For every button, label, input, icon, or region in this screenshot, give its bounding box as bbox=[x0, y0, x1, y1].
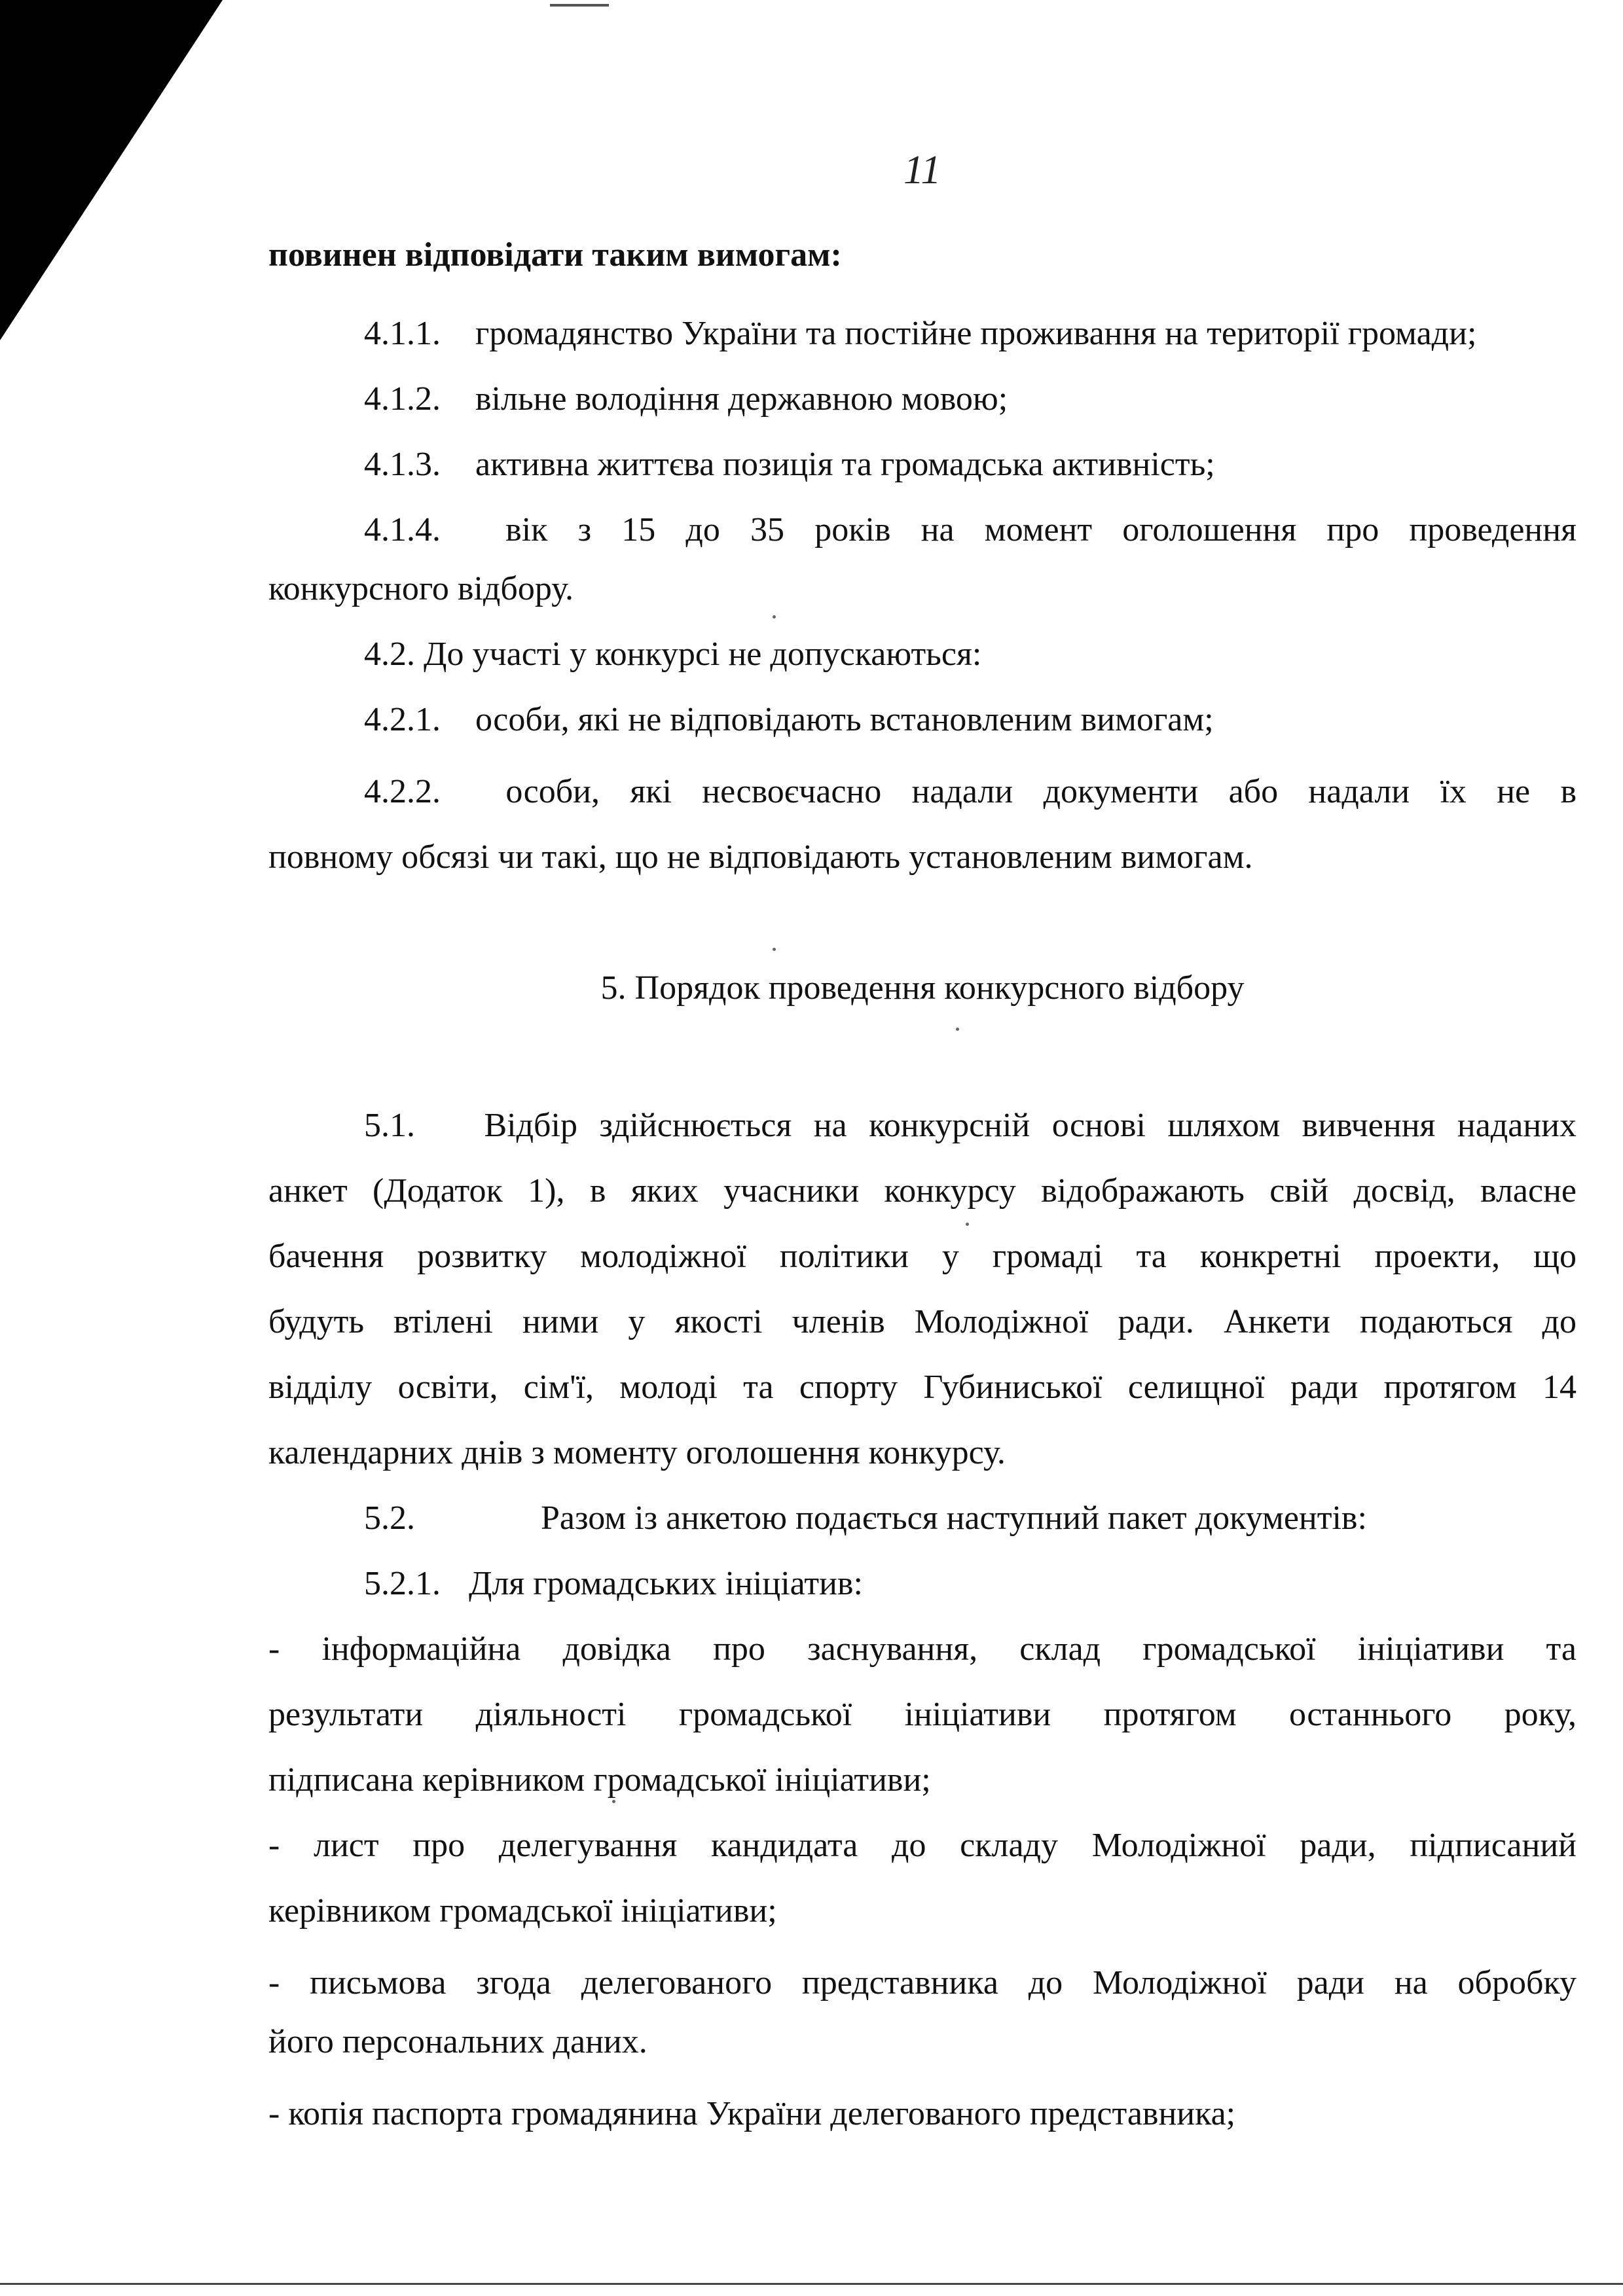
paragraph-line: результати діяльності громадської ініціативи протягом останнього року, bbox=[268, 1696, 1577, 1733]
paragraph-line bbox=[364, 1093, 1577, 1158]
item-number: 4.2.2. bbox=[364, 773, 441, 810]
list-item bbox=[364, 301, 1577, 367]
item-text: особи, які несвоєчасно надали документи або надали їх не в bbox=[505, 773, 1577, 810]
scan-speck bbox=[773, 948, 776, 951]
paragraph-line: будуть втілені ними у якості членів Молодіжної ради. Анкети подаються до bbox=[268, 1303, 1577, 1340]
list-item bbox=[364, 1486, 1577, 1551]
paragraph-line: керівником громадської ініціативи; bbox=[268, 1892, 777, 1929]
item-number: 4.2.1. bbox=[364, 701, 441, 738]
list-item bbox=[364, 759, 1577, 825]
item-number: 5.2.1. bbox=[364, 1565, 441, 1602]
paragraph-line: підписана керівником громадської ініціативи; bbox=[268, 1761, 931, 1799]
paragraph-line: - письмова згода делегованого представника до Молодіжної ради на обробку bbox=[268, 1964, 1577, 2001]
scan-speck bbox=[956, 1028, 959, 1031]
scan-top-mark bbox=[550, 4, 609, 7]
item-number: 5.1. bbox=[364, 1107, 415, 1144]
list-item bbox=[364, 687, 1577, 753]
paragraph-line: повинен відповідати таким вимогам: bbox=[268, 236, 842, 274]
item-text: громадянство України та постійне проживання на території громади; bbox=[475, 315, 1477, 352]
paragraph-line: - копія паспорта громадянина України делегованого представника; bbox=[268, 2095, 1236, 2132]
list-item bbox=[364, 497, 1577, 563]
scan-bottom-edge bbox=[0, 2283, 1623, 2285]
item-text: Для громадських ініціатив: bbox=[469, 1565, 863, 1602]
item-number: 5.2. bbox=[364, 1499, 415, 1537]
item-text: активна життєва позиція та громадська активність; bbox=[475, 446, 1215, 483]
scan-shadow-corner bbox=[0, 0, 223, 340]
section-heading: 5. Порядок проведення конкурсного відбору bbox=[600, 969, 1245, 1007]
paragraph-line: 4.2. До участі у конкурсі не допускаються: bbox=[364, 636, 982, 673]
paragraph-line: конкурсного відбору. bbox=[268, 570, 574, 607]
list-item bbox=[364, 1551, 1577, 1617]
item-text: вік з 15 до 35 років на момент оголошення про проведення bbox=[505, 511, 1577, 548]
paragraph-line: бачення розвитку молодіжної політики у громаді та конкретні проекти, що bbox=[268, 1238, 1577, 1275]
item-text: особи, які не відповідають встановленим вимогам; bbox=[475, 701, 1214, 738]
page-number: 11 bbox=[903, 148, 941, 192]
paragraph-line: - інформаційна довідка про заснування, склад громадської ініціативи та bbox=[268, 1630, 1577, 1668]
item-number: 4.1.2. bbox=[364, 380, 441, 418]
paragraph-line: його персональних даних. bbox=[268, 2023, 647, 2060]
item-number: 4.1.1. bbox=[364, 315, 441, 352]
item-text: Разом із анкетою подається наступний пакет документів: bbox=[541, 1499, 1367, 1537]
list-item bbox=[364, 367, 1577, 432]
paragraph-line: відділу освіти, сім'ї, молоді та спорту Губиниської селищної ради протягом 14 bbox=[268, 1369, 1577, 1406]
paragraph-line: календарних днів з моменту оголошення конкурсу. bbox=[268, 1434, 1006, 1471]
item-number: 4.1.4. bbox=[364, 511, 441, 548]
paragraph-line: анкет (Додаток 1), в яких учасники конкурсу відображають свій досвід, власне bbox=[268, 1172, 1577, 1210]
item-text: вільне володіння державною мовою; bbox=[475, 380, 1008, 418]
item-text: Відбір здійснюється на конкурсній основі шляхом вивчення наданих bbox=[484, 1107, 1577, 1144]
paragraph-line: - лист про делегування кандидата до складу Молодіжної ради, підписаний bbox=[268, 1827, 1577, 1864]
paragraph-line: повному обсязі чи такі, що не відповідають установленим вимогам. bbox=[268, 838, 1253, 876]
list-item bbox=[364, 432, 1577, 497]
item-number: 4.1.3. bbox=[364, 446, 441, 483]
